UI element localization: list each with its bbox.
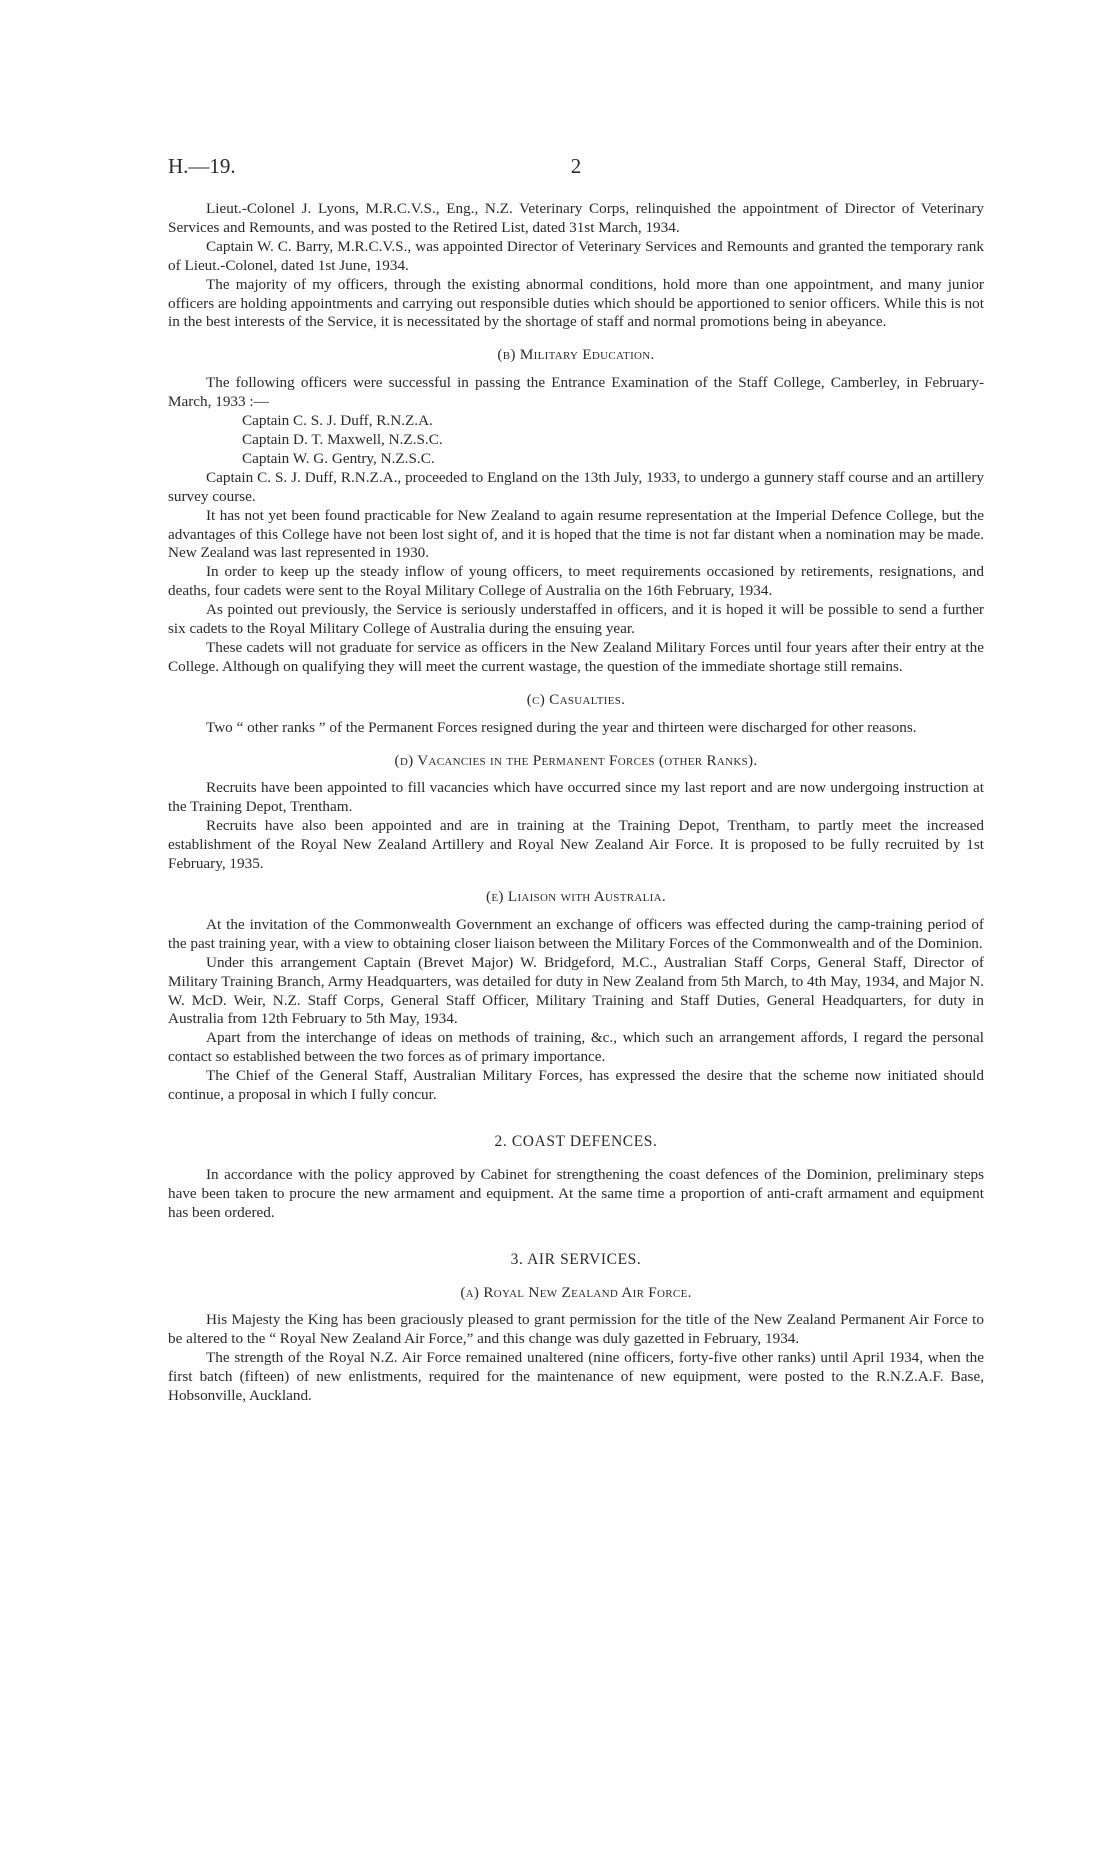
paragraph: In accordance with the policy approved by Cabinet for strengthening the coast defences of the Dominion, preliminary steps have been taken to procure the new armament and equipment. At the same time a proportion of anti-craft armament and equipment has been ordered. (168, 1165, 984, 1221)
page-header (168, 154, 984, 184)
paragraph: The following officers were successful in passing the Entrance Examination of the Staff College, Camberley, in February-March, 1933 :— (168, 374, 984, 411)
paragraph: These cadets will not graduate for service as officers in the New Zealand Military Forces until four years after their entry at the College. Although on qualifying they will meet the current wastage, the question of the immediate shortage still remains. (168, 638, 984, 675)
paragraph: The Chief of the General Staff, Australian Military Forces, has expressed the desire that the scheme now initiated should continue, a proposal in which I fully concur. (168, 1067, 984, 1104)
section-heading-coast-defences: 2. COAST DEFENCES. (494, 1132, 658, 1150)
paragraph: The majority of my officers, through the existing abnormal conditions, hold more than one appointment, and many junior officers are holding appointments and carrying out responsible duties which should be apportioned to senior officers. While this is not in the best interests of the Service, it is necessitated by the shortage of staff and normal promotions being in abeyance. (168, 275, 984, 331)
paragraph: Recruits have also been appointed and are in training at the Training Depot, Trentham, to partly meet the increased establishment of the Royal New Zealand Artillery and Royal New Zealand Air Force. It is proposed to be fully recruited by 1st February, 1935. (168, 817, 984, 873)
paragraph: At the invitation of the Commonwealth Government an exchange of officers was effected during the camp-training period of the past training year, with a view to obtaining closer liaison between the Military Forces of the Commonwealth and of the Dominion. (168, 915, 984, 952)
paragraph: Captain C. S. J. Duff, R.N.Z.A., proceeded to England on the 13th July, 1933, to undergo a gunnery staff course and an artillery survey course. (168, 468, 984, 505)
paragraph: Two “ other ranks ” of the Permanent Forces resigned during the year and thirteen were discharged for other reasons. (206, 718, 917, 736)
paragraph: Lieut.-Colonel J. Lyons, M.R.C.V.S., Eng., N.Z. Veterinary Corps, relinquished the appointment of Director of Veterinary Services and Remounts, and was posted to the Retired List, dated 31st March, 1934. (168, 200, 984, 236)
paragraph: Apart from the interchange of ideas on methods of training, &c., which such an arrangement affords, I regard the personal contact so established between the two forces as of primary importance. (168, 1029, 984, 1066)
paragraph: In order to keep up the steady inflow of young officers, to meet requirements occasioned by retirements, resignations, and deaths, four cadets were sent to the Royal Military College of Australia on the 16th February, 1934. (168, 563, 984, 600)
page-number: 2 (570, 154, 582, 178)
subsection-heading-rnzaf: (a) Royal New Zealand Air Force. (460, 1283, 692, 1301)
section-heading-casualties: (c) Casualties. (526, 690, 626, 708)
document-reference: H.—19. (168, 154, 236, 178)
section-heading-vacancies: (d) Vacancies in the Permanent Forces (other Ranks). (394, 751, 758, 769)
paragraph: Captain W. C. Barry, M.R.C.V.S., was appointed Director of Veterinary Services and Remounts and granted the temporary rank of Lieut.-Colonel, dated 1st June, 1934. (168, 237, 984, 274)
list-item: Captain C. S. J. Duff, R.N.Z.A. (242, 412, 433, 430)
paragraph: As pointed out previously, the Service is seriously understaffed in officers, and it is hoped it will be possible to send a further six cadets to the Royal Military College of Australia during the ensuing year. (168, 601, 984, 638)
paragraph: Recruits have been appointed to fill vacancies which have occurred since my last report and are now undergoing instruction at the Training Depot, Trentham. (168, 779, 984, 816)
document-body (168, 200, 984, 1406)
list-item: Captain D. T. Maxwell, N.Z.S.C. (242, 430, 443, 448)
paragraph: Under this arrangement Captain (Brevet Major) W. Bridgeford, M.C., Australian Staff Corps, General Staff, Director of Military Training Branch, Army Headquarters, was detailed for duty in New Zealand from 5th March, to 4th May, 1934, and Major N. W. McD. Weir, N.Z. Staff Corps, General Staff Officer, Military Training and Staff Duties, General Headquarters, for duty in Australia from 12th February to 5th May, 1934. (168, 953, 985, 1028)
section-heading-military-education: (b) Military Education. (497, 346, 655, 364)
list-item: Captain W. G. Gentry, N.Z.S.C. (242, 449, 435, 467)
paragraph: It has not yet been found practicable for New Zealand to again resume representation at the Imperial Defence College, but the advantages of this College have not been lost sight of, and it is hoped that the time is not far distant when a nomination may be made. New Zealand was last represented in 1930. (168, 506, 984, 562)
officer-list (168, 412, 984, 469)
paragraph: His Majesty the King has been graciously pleased to grant permission for the title of the New Zealand Permanent Air Force to be altered to the “ Royal New Zealand Air Force,” and this change was duly gazetted in February, 1934. (168, 1311, 984, 1348)
paragraph: The strength of the Royal N.Z. Air Force remained unaltered (nine officers, forty-five other ranks) until April 1934, when the first batch (fifteen) of new enlistments, required for the maintenance of new equipment, were posted to the R.N.Z.A.F. Base, Hobsonville, Auckland. (168, 1349, 984, 1405)
section-heading-liaison: (e) Liaison with Australia. (486, 888, 666, 905)
section-heading-air-services: 3. AIR SERVICES. (510, 1250, 642, 1268)
